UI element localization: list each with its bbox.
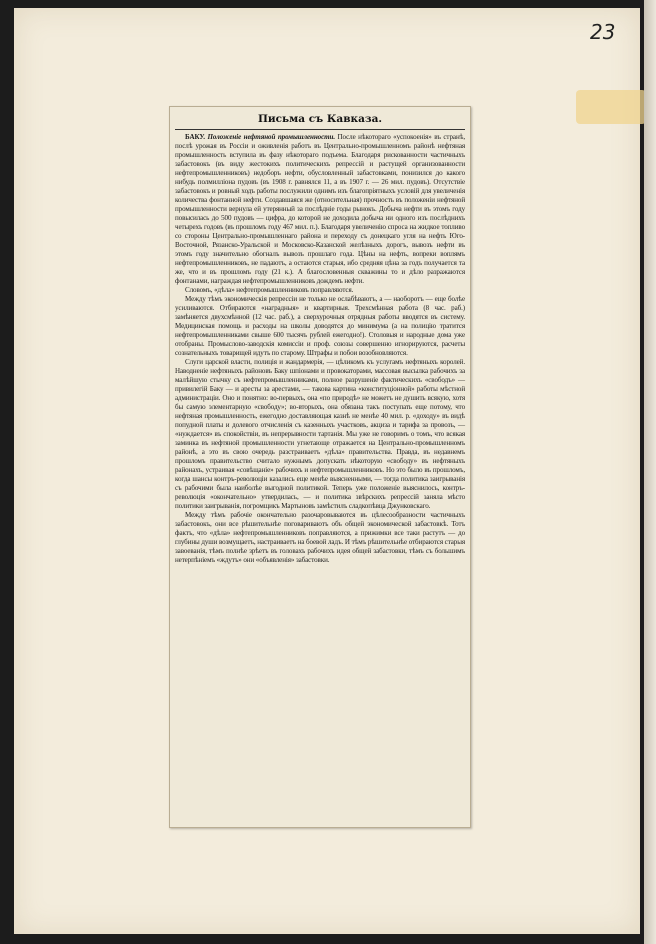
article-subtitle: Положеніе нефтяной промышленности. bbox=[207, 133, 335, 141]
newspaper-clipping bbox=[169, 106, 471, 828]
article-paragraph: Между тѣмъ экономическія репрессіи не только не ослабѣваютъ, а — наоборотъ — еще болѣе усиливаются. Отбираются «наградныя» и квартирныя. Трехсмѣнная работа (8 час. раб.) замѣняется двухсмѣнной (12 час. раб.), а сверхурочныя отрядныя работы вводятся въ систему. Медицинская помощь и расходы на школы доводятся до минимума (а на полицію тратится нефтепромышленниками свыше 600 тысячъ рублей ежегодно!). Столовыя и народные дома уже отобраны. Промыслово-заводскія комиссіи и проф. союзы совершенно игнорируются, расчеты сознательныхъ товарищей идутъ по старому. Штрафы и побои возобновляются. bbox=[175, 295, 465, 357]
article-paragraph: Слуги царской власти, полиція и жандармерія, — цѣликомъ къ услугамъ нефтяныхъ королей. Наводненіе нефтяныхъ районовъ Баку шпіонами и провокаторами, массовая высылка рабочихъ за малѣйшую стычку съ нефтепромышленниками, полное разрушеніе фактическихъ «свободъ» — привилегій Баку — и аресты за арестами, — такова картина «конституціонной» работы мѣстной администраціи. Оно и понятно: во-первыхъ, она «по природѣ» не можетъ не душить всякую, хотя бы самую элементарную «свободу»; во-вторыхъ, она обязана такъ поступать еще потому, что нефтяная промышленность, ежегодно доставляющая казнѣ не менѣе 40 мил. р. «доходу» въ видѣ попудной платы и долевого отчисленія съ казенныхъ участковъ, акциза и тарифа за провозъ, — «нуждается» въ спокойствіи, въ непрерывности тартанія. Мы уже не говоримъ о томъ, что всякая заминка въ нефтяной промышленности угнетающе отражается на Центрально-промышленномъ районѣ, а это въ свою очередь разстраиваетъ «дѣла» правительства. Правда, въ недавнемъ прошломъ правительство считало нужнымъ допускать нѣкоторую «свободу» въ нефтяныхъ районахъ, устраивая «совѣщаніе» рабочихъ и нефтепромышленниковъ. Но это было въ прошломъ, когда шансы контръ-революціи казались еще менѣе выясненными, — тогда политика заигрыванія съ рабочими была наиболѣе выгодной политикой. Теперь уже положеніе выяснилось, контръ-революція «окончательно» утвердилась, — и политика звѣрскихъ репрессій заняла мѣсто политики заигрыванія, погромщикъ Мартыновъ замѣстилъ сладкопѣвца Джунковскаго. bbox=[175, 358, 465, 510]
article-city: БАКУ. bbox=[185, 133, 205, 141]
article-paragraph bbox=[175, 133, 465, 286]
article-paragraph: Словомъ, «дѣла» нефтепромышленниковъ поправляются. bbox=[185, 286, 354, 294]
title-divider bbox=[175, 129, 465, 130]
article-title: Письма съ Кавказа. bbox=[257, 113, 383, 125]
page-number: 23 bbox=[590, 20, 616, 44]
article-paragraph: Между тѣмъ рабочіе окончательно разочаровываются въ цѣлесообразности частичныхъ забастовокъ, они все рѣшительнѣе поговариваютъ объ общей экономической забастовкѣ. Тотъ фактъ, что «дѣла» нефтепромышленниковъ поправляются, а прижимки все таки растутъ — до глубины души возмущаетъ, настраиваетъ на боевой ладъ. И тѣмъ рѣшительнѣе отбираются старыя завоеванія, тѣмъ полнѣе зрѣетъ въ головахъ рабочихъ идея общей забастовки, тѣмъ съ большимъ нетерпѣніемъ «ждутъ» они «объявленія» забастовки. bbox=[175, 511, 465, 564]
paragraph-text: После нѣкотораго «успокоенія» въ странѣ, послѣ урожая въ Россіи и оживленія работъ въ Центрально-промышленномъ районѣ нефтяная промышленность вступила въ фазу нѣкотораго подъема. Благодаря рискованности частичныхъ забастовокъ (въ виду жестокихъ политическихъ репрессій и растущей организованности нефтепромышленниковъ) недоборъ нефти, обусловленный забастовками, понизился до какого нибудь полмилліона пудовъ (въ 1908 г. равнялся 11, а въ 1907 г. — 26 мил. пудовъ). Отсутствіе забастовокъ и ровный ходъ работы послужили однимъ изъ благопріятныхъ условій для увеличенія количества фонтанной нефти. Создавшаяся же (относительная) прочность въ положеніи нефтяной промышленности вернула ей утерянный за послѣдніе годы рынокъ. Добыча нефти въ этомъ году повысилась до 500 пудовъ — цифра, до которой не доходила добыча ни одного изъ послѣднихъ четырехъ годовъ (въ прошломъ году 467 мил. п.). Благодаря увеличенію спроса на жидкое топливо со стороны Центрально-промышленнаго района и переходу съ донецкаго угля на нефть Юго-Восточной, Рязанско-Уральской и Московско-Казанской желѣзныхъ дорогъ, вывозъ нефти въ этомъ году значительно обогналъ вывозъ прошлаго года. Цѣны на нефть, вопреки воплямъ нефтепромышленниковъ, не падаютъ, а остаются старыя, ибо средняя цѣна за годъ получается та же, что и въ прошломъ году (21 к.). А благословенныя скважины то и дѣло разражаются фонтанами, награждая нефтепромышленниковъ дождемъ нефти. bbox=[175, 133, 465, 285]
binder-edge bbox=[644, 0, 656, 944]
paper-stain bbox=[576, 90, 646, 124]
